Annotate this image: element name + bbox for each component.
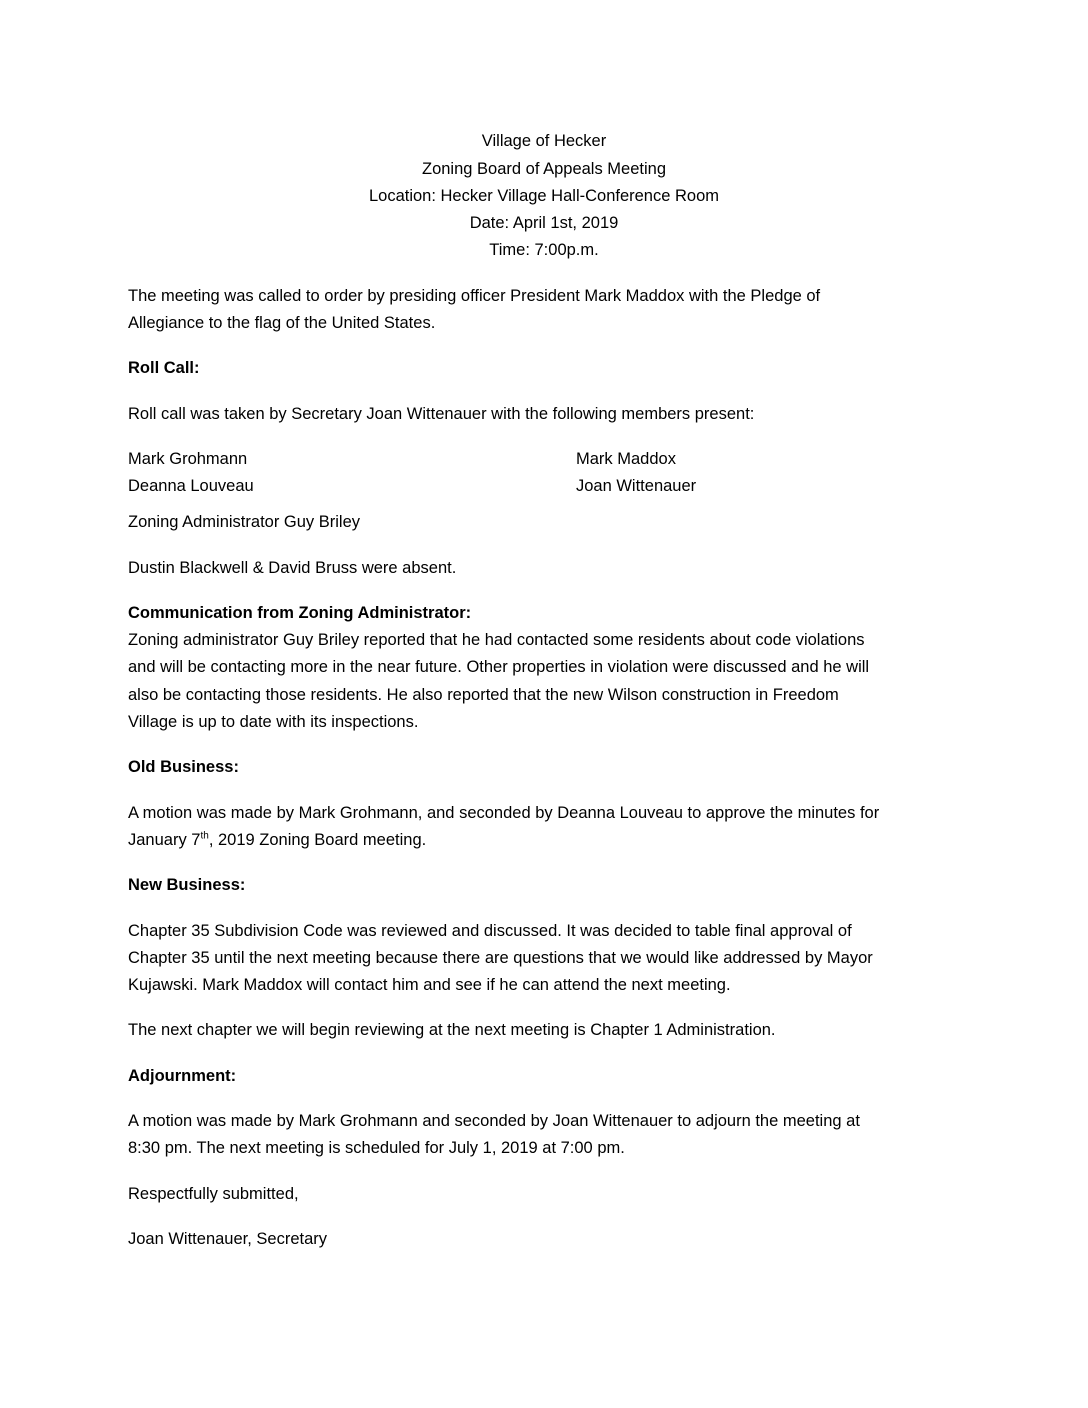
opening-line-1: The meeting was called to order by presiding officer President Mark Maddox with the Pledge of [128,287,821,305]
header-time: Time: 7:00p.m. [489,241,599,259]
communication-line-4: Village is up to date with its inspections. [128,713,419,731]
new-business-line-2: Chapter 35 until the next meeting because there are questions that we would like addressed by Mayor [128,949,873,967]
member-left-1: Mark Grohmann [128,450,248,468]
communication-heading: Communication from Zoning Administrator: [128,604,472,622]
old-business-line-2 [128,826,426,854]
absent-members: Dustin Blackwell & David Bruss were absent. [128,559,457,577]
communication-line-1: Zoning administrator Guy Briley reported that he had contacted some residents about code violations [128,631,865,649]
adjournment-heading: Adjournment: [128,1067,237,1085]
member-left-2: Deanna Louveau [128,477,254,495]
header-meeting-title: Zoning Board of Appeals Meeting [422,160,666,178]
header-location: Location: Hecker Village Hall-Conference Room [368,187,720,205]
new-business-heading: New Business: [128,876,246,894]
next-chapter-line: The next chapter we will begin reviewing at the next meeting is Chapter 1 Administration. [128,1021,776,1039]
header-village-name: Village of Hecker [481,132,607,150]
member-right-1: Mark Maddox [576,450,676,468]
old-business-date-text: January 7 [128,831,201,849]
roll-call-heading: Roll Call: [128,359,200,377]
zoning-administrator-present: Zoning Administrator Guy Briley [128,513,361,531]
closing-salutation: Respectfully submitted, [128,1185,299,1203]
ordinal-suffix: th [200,830,209,842]
adjournment-line-2: 8:30 pm. The next meeting is scheduled for July 1, 2019 at 7:00 pm. [128,1139,625,1157]
header-date: Date: April 1st, 2019 [469,214,619,232]
new-business-line-1: Chapter 35 Subdivision Code was reviewed and discussed. It was decided to table final approval of [128,922,852,940]
opening-line-2: Allegiance to the flag of the United States. [128,314,436,332]
adjournment-line-1: A motion was made by Mark Grohmann and seconded by Joan Wittenauer to adjourn the meeting at [128,1112,860,1130]
secretary-signature: Joan Wittenauer, Secretary [128,1230,328,1248]
old-business-heading: Old Business: [128,758,239,776]
roll-call-intro: Roll call was taken by Secretary Joan Wittenauer with the following members present: [128,405,755,423]
old-business-rest-text: , 2019 Zoning Board meeting. [208,831,427,849]
member-right-2: Joan Wittenauer [576,477,697,495]
communication-line-2: and will be contacting more in the near future. Other properties in violation were discussed and he will [128,658,870,676]
old-business-line-1: A motion was made by Mark Grohmann, and seconded by Deanna Louveau to approve the minutes for [128,804,880,822]
new-business-line-3: Kujawski. Mark Maddox will contact him and see if he can attend the next meeting. [128,976,731,994]
communication-line-3: also be contacting those residents. He also reported that the new Wilson construction in Freedom [128,686,839,704]
